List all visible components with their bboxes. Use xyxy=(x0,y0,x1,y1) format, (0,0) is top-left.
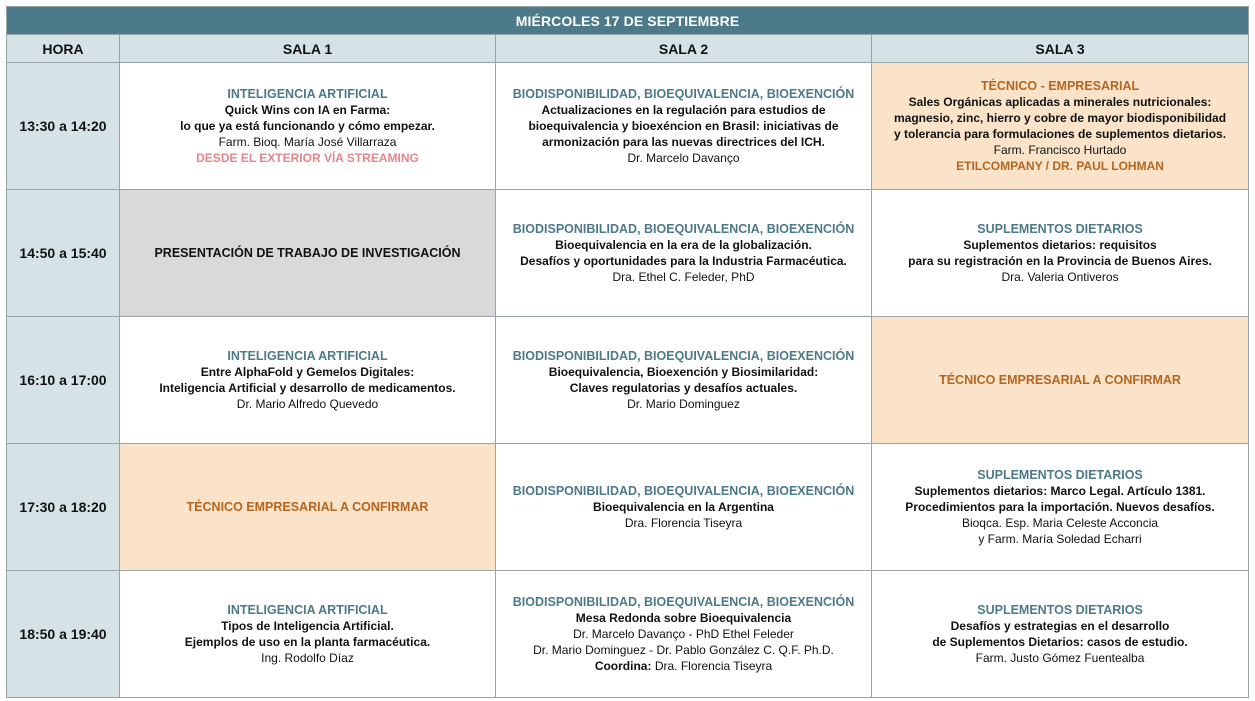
session-speaker: y Farm. María Soledad Echarri xyxy=(978,532,1142,546)
time-slot: 16:10 a 17:00 xyxy=(7,317,120,444)
session-title-line: de Suplementos Dietarios: casos de estudio. xyxy=(932,635,1188,649)
session-category: TÉCNICO - EMPRESARIAL xyxy=(980,79,1140,93)
session-cell-sala-2 xyxy=(496,444,872,571)
session-title-line: Bioequivalencia en la era de la globalización. xyxy=(555,238,812,252)
session-cell-sala-1 xyxy=(120,317,496,444)
schedule-row xyxy=(7,444,1249,571)
sponsor-company: ETILCOMPANY / DR. PAUL LOHMAN xyxy=(956,159,1164,173)
session-category: BIODISPONIBILIDAD, BIOEQUIVALENCIA, BIOEXENCIÓN xyxy=(512,595,855,609)
session-title-line: magnesio, zinc, hierro y cobre de mayor biodisponibilidad xyxy=(893,111,1227,125)
session-title-line: Bioequivalencia en la Argentina xyxy=(593,500,774,514)
session-speaker: Dr. Mario Alfredo Quevedo xyxy=(236,397,379,411)
schedule-row xyxy=(7,190,1249,317)
session-cell-sala-2 xyxy=(496,571,872,698)
session-category: SUPLEMENTOS DIETARIOS xyxy=(977,468,1143,482)
session-title-line: Ejemplos de uso en la planta farmacéutica. xyxy=(184,635,431,649)
session-title-line: y tolerancia para formulaciones de suplementos dietarios. xyxy=(893,127,1227,141)
session-title-line: lo que ya está funcionando y cómo empezar. xyxy=(180,119,435,133)
session-speaker: Dra. Valeria Ontiveros xyxy=(1001,270,1119,284)
schedule-row xyxy=(7,317,1249,444)
session-speaker: Dr. Marcelo Davanço xyxy=(627,151,740,165)
session-title-line: Sales Orgánicas aplicadas a minerales nutricionales: xyxy=(908,95,1212,109)
day-title: MIÉRCOLES 17 DE SEPTIEMBRE xyxy=(7,7,1249,35)
session-category: BIODISPONIBILIDAD, BIOEQUIVALENCIA, BIOEXENCIÓN xyxy=(512,87,855,101)
session-title-line: Tipos de Inteligencia Artificial. xyxy=(221,619,394,633)
session-cell-sala-2 xyxy=(496,63,872,190)
session-speaker: Ing. Rodolfo Díaz xyxy=(261,651,354,665)
session-cell-sala-3 xyxy=(872,63,1249,190)
session-title-line: Mesa Redonda sobre Bioequivalencia xyxy=(575,611,792,625)
coordinator-label: Coordina: xyxy=(594,659,652,673)
session-title-line: Quick Wins con IA en Farma: xyxy=(224,103,391,117)
session-category: BIODISPONIBILIDAD, BIOEQUIVALENCIA, BIOEXENCIÓN xyxy=(512,222,855,236)
session-category: BIODISPONIBILIDAD, BIOEQUIVALENCIA, BIOEXENCIÓN xyxy=(512,349,855,363)
session-title-line: Inteligencia Artificial y desarrollo de medicamentos. xyxy=(159,381,456,395)
session-cell-sala-3 xyxy=(872,190,1249,317)
session-speaker: Dr. Marcelo Davanço - PhD Ethel Feleder xyxy=(573,627,794,641)
session-title-line: Bioequivalencia, Bioexención y Biosimilaridad: xyxy=(548,365,819,379)
column-header-sala-3: SALA 3 xyxy=(872,35,1249,63)
session-speaker: Farm. Francisco Hurtado xyxy=(993,143,1127,157)
session-title-line: Procedimientos para la importación. Nuevos desafíos. xyxy=(905,500,1215,514)
session-title-line: Actualizaciones en la regulación para estudios de xyxy=(541,103,826,117)
time-slot: 18:50 a 19:40 xyxy=(7,571,120,698)
session-cell-sala-3 xyxy=(872,317,1249,444)
session-category: SUPLEMENTOS DIETARIOS xyxy=(977,222,1143,236)
session-title-line: Desafíos y oportunidades para la Industria Farmacéutica. xyxy=(520,254,847,268)
session-cell-sala-2 xyxy=(496,317,872,444)
session-title-line: armonización para las nuevas directrices del ICH. xyxy=(542,135,825,149)
session-title-line: Suplementos dietarios: requisitos xyxy=(963,238,1157,252)
to-confirm-label: TÉCNICO EMPRESARIAL A CONFIRMAR xyxy=(186,500,429,514)
session-speaker: Dr. Mario Dominguez xyxy=(627,397,740,411)
session-cell-sala-3 xyxy=(872,444,1249,571)
session-category: SUPLEMENTOS DIETARIOS xyxy=(977,603,1143,617)
coordinator-name: Dra. Florencia Tiseyra xyxy=(651,659,773,673)
session-speaker: Farm. Bioq. María José Villarraza xyxy=(218,135,397,149)
session-cell-sala-3 xyxy=(872,571,1249,698)
session-category: INTELIGENCIA ARTIFICIAL xyxy=(227,349,388,363)
schedule-table xyxy=(6,6,1249,698)
time-slot: 17:30 a 18:20 xyxy=(7,444,120,571)
column-header-hora: HORA xyxy=(7,35,120,63)
session-category: INTELIGENCIA ARTIFICIAL xyxy=(227,87,388,101)
session-cell-sala-1 xyxy=(120,63,496,190)
column-header-sala-2: SALA 2 xyxy=(496,35,872,63)
time-slot: 14:50 a 15:40 xyxy=(7,190,120,317)
column-header-sala-1: SALA 1 xyxy=(120,35,496,63)
session-speaker: Dr. Mario Dominguez - Dr. Pablo González C. Q.F. Ph.D. xyxy=(533,643,834,657)
schedule-row xyxy=(7,571,1249,698)
session-cell-sala-1 xyxy=(120,190,496,317)
time-slot: 13:30 a 14:20 xyxy=(7,63,120,190)
streaming-note: DESDE EL EXTERIOR VÍA STREAMING xyxy=(196,151,419,165)
session-category: BIODISPONIBILIDAD, BIOEQUIVALENCIA, BIOEXENCIÓN xyxy=(512,484,855,498)
session-title-line: Entre AlphaFold y Gemelos Digitales: xyxy=(200,365,415,379)
session-speaker: Bioqca. Esp. Maria Celeste Acconcia xyxy=(961,516,1159,530)
session-speaker: Dra. Ethel C. Feleder, PhD xyxy=(612,270,755,284)
session-title-line: Suplementos dietarios: Marco Legal. Artículo 1381. xyxy=(914,484,1206,498)
session-cell-sala-2 xyxy=(496,190,872,317)
session-speaker: Farm. Justo Gómez Fuentealba xyxy=(975,651,1145,665)
session-category: INTELIGENCIA ARTIFICIAL xyxy=(227,603,388,617)
session-coordinator xyxy=(502,658,865,674)
session-speaker: Dra. Florencia Tiseyra xyxy=(624,516,743,530)
to-confirm-label: TÉCNICO EMPRESARIAL A CONFIRMAR xyxy=(939,373,1181,387)
column-header-row xyxy=(7,35,1249,63)
schedule-row xyxy=(7,63,1249,190)
title-row xyxy=(7,7,1249,35)
session-title-line: PRESENTACIÓN DE TRABAJO DE INVESTIGACIÓN xyxy=(154,246,461,260)
session-title-line: para su registración en la Provincia de Buenos Aires. xyxy=(908,254,1212,268)
session-cell-sala-1 xyxy=(120,571,496,698)
session-title-line: Claves regulatorias y desafíos actuales. xyxy=(569,381,798,395)
session-cell-sala-1 xyxy=(120,444,496,571)
session-title-line: Desafíos y estrategias en el desarrollo xyxy=(950,619,1170,633)
session-title-line: bioequivalencia y bioexéncion en Brasil: iniciativas de xyxy=(528,119,839,133)
